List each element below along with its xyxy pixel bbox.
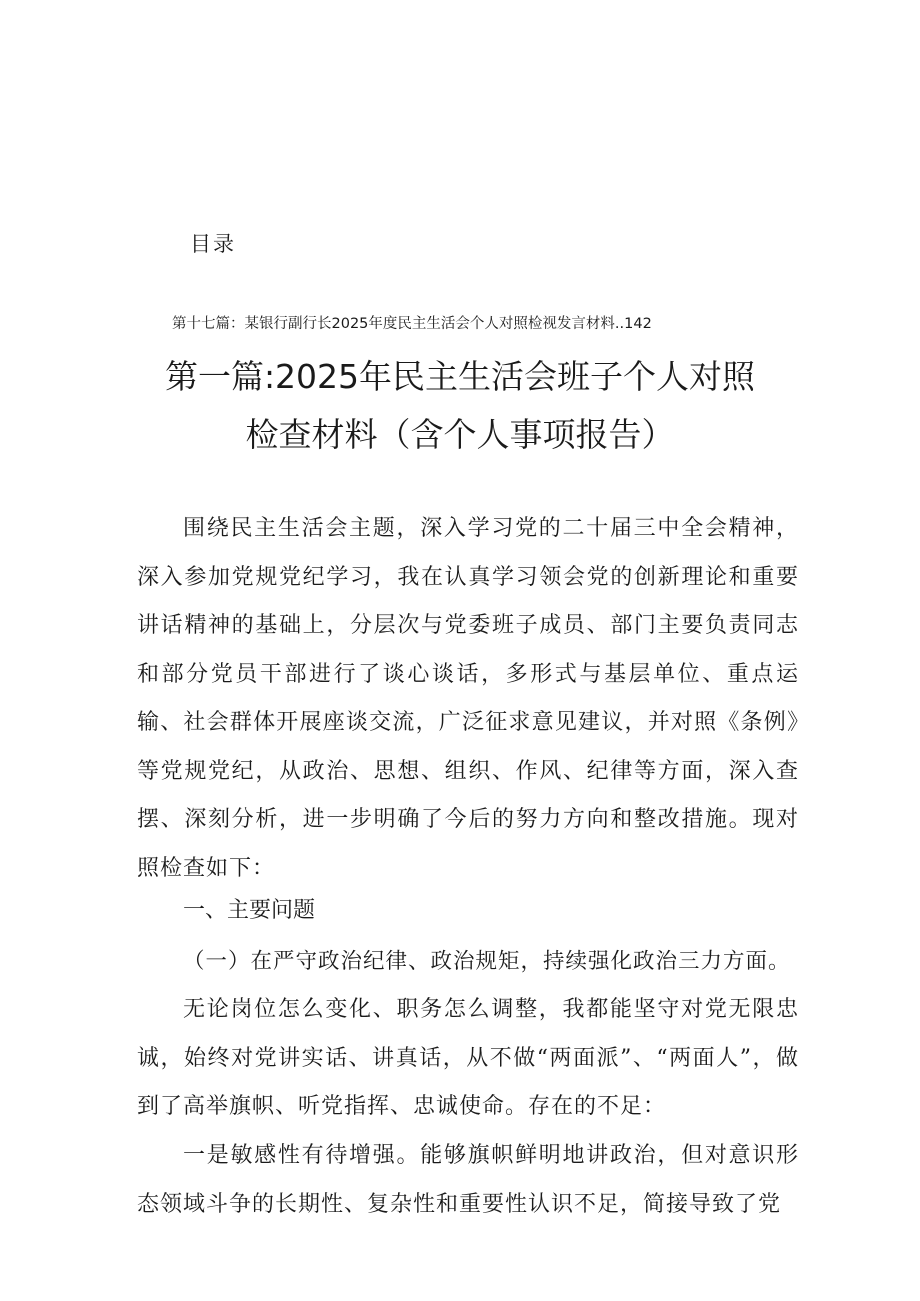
toc-entry[interactable]: 第十七篇：某银行副行长2025年度民主生活会个人对照检视发言材料..142: [172, 316, 652, 332]
intro-paragraph: 围绕民主生活会主题，深入学习党的二十届三中全会精神，深入参加党规党纪学习，我在认真学习领会党的创新理论和重要讲话精神的基础上，分层次与党委班子成员、部门主要负责同志和部分党员干部进行了谈心谈话，多形式与基层单位、重点运输、社会群体开展座谈交流，广泛征求意见建议，并对照《条例》等党规党纪，从政治、思想、组织、作风、纪律等方面，深入查摆、深刻分析，进一步明确了今后的努力方向和整改措施。现对照检查如下：: [137, 516, 799, 881]
body-paragraph-3: 一是敏感性有待增强。能够旗帜鲜明地讲政治，但对意识形态领域斗争的长期性、复杂性和重要性认识不足，简接导致了党: [137, 1143, 799, 1217]
body-paragraph-2: 无论岗位怎么变化、职务怎么调整，我都能坚守对党无限忠诚，始终对党讲实话、讲真话，从不做“两面派”、“两面人”，做到了高举旗帜、听党指挥、忠诚使命。存在的不足：: [137, 997, 799, 1119]
subsection-heading: （一）在严守政治纪律、政治规矩，持续强化政治三力方面。: [183, 949, 791, 974]
section-heading: 一、主要问题: [183, 898, 316, 923]
document-title: [0, 348, 920, 464]
toc-heading: 目录: [190, 232, 236, 256]
document-title-line-1: 第一篇:2025年民主生活会班子个人对照: [164, 357, 756, 396]
document-title-line-2: 检查材料（含个人事项报告）: [245, 415, 675, 454]
